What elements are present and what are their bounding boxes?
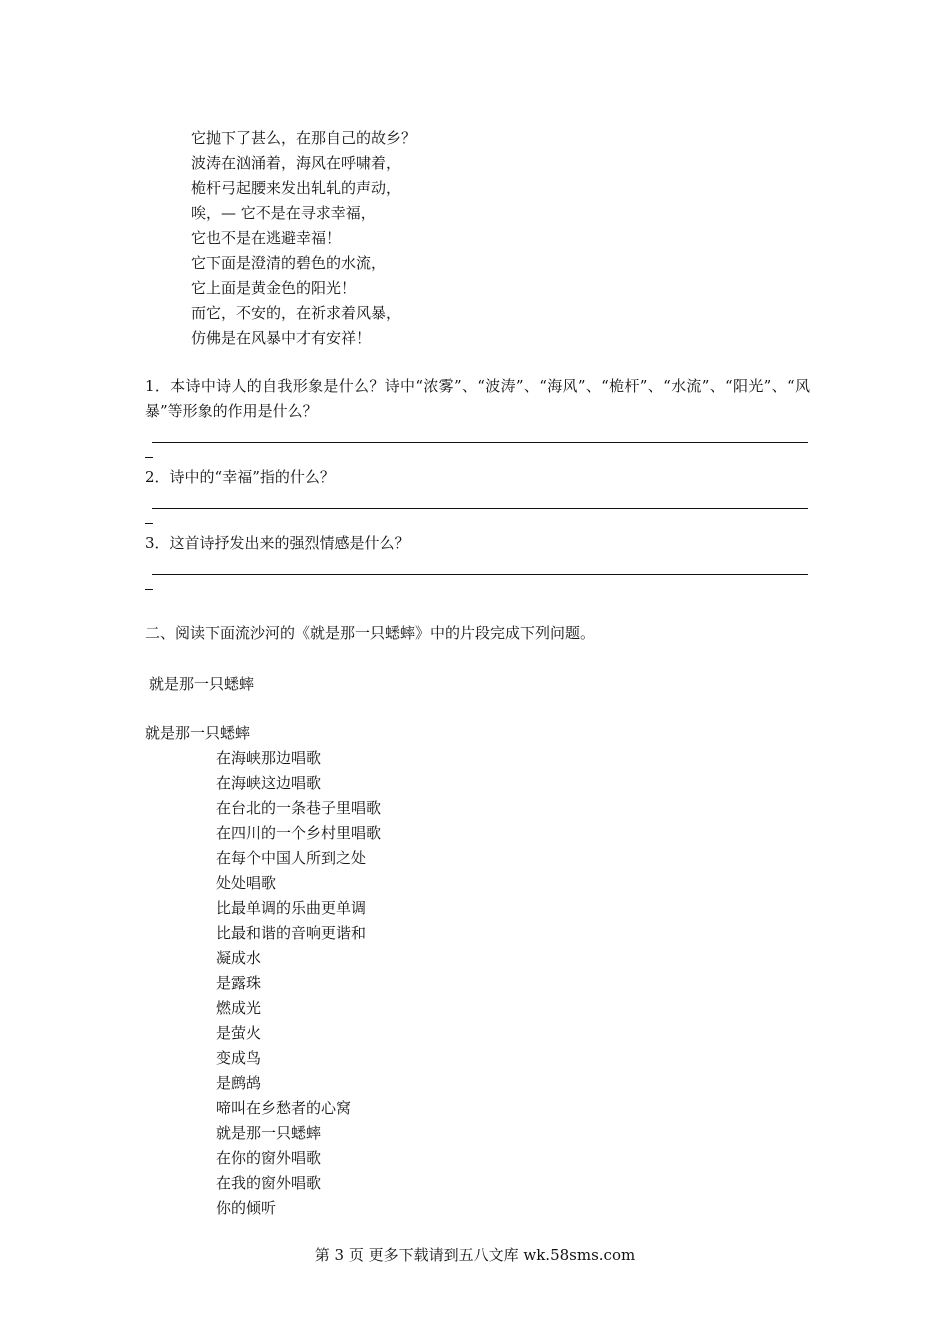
poem-line: 波涛在汹涌着，海风在呼啸着， (191, 154, 402, 172)
question-text: 3．这首诗抒发出来的强烈情感是什么？ (145, 534, 410, 552)
poem-line: 在海峡那边唱歌 (216, 749, 322, 767)
question-1 (145, 374, 810, 465)
poem-line: 就是那一只蟋蟀 (216, 1124, 322, 1142)
section-heading: 二、阅读下面流沙河的《就是那一只蟋蟀》中的片段完成下列问题。 (145, 624, 596, 642)
question-list (145, 374, 810, 597)
poem-line: 是露珠 (216, 974, 262, 992)
poem-line: 是鹧鸪 (216, 1074, 262, 1092)
question-2 (145, 465, 810, 531)
poem-excerpt-1 (191, 126, 416, 351)
poem-line: 在海峡这边唱歌 (216, 774, 322, 792)
poem-line: 在四川的一个乡村里唱歌 (216, 824, 382, 842)
poem-line: 在我的窗外唱歌 (216, 1174, 322, 1192)
answer-line-tail (145, 509, 810, 531)
poem-line: 处处唱歌 (216, 874, 277, 892)
poem-line: 它下面是澄清的碧色的水流， (191, 254, 387, 272)
answer-line-tail (145, 443, 810, 465)
poem-line: 比最单调的乐曲更单调 (216, 899, 367, 917)
poem-line: 变成鸟 (216, 1049, 262, 1067)
question-text: 2．诗中的“幸福”指的什么？ (145, 468, 335, 486)
poem-line: 它也不是在逃避幸福！ (191, 229, 342, 247)
poem-line: 它上面是黄金色的阳光！ (191, 279, 357, 297)
answer-line[interactable] (152, 490, 808, 509)
poem-line: 在台北的一条巷子里唱歌 (216, 799, 382, 817)
poem-line: 是萤火 (216, 1024, 262, 1042)
poem-line: 而它，不安的，在祈求着风暴， (191, 304, 402, 322)
poem-line: 燃成光 (216, 999, 262, 1017)
poem-line: 你的倾听 (216, 1199, 277, 1217)
poem-line: 比最和谐的音响更谐和 (216, 924, 367, 942)
poem-line: 啼叫在乡愁者的心窝 (216, 1099, 352, 1117)
page-footer: 第 3 页 更多下载请到五八文库 wk.58sms.com (314, 1246, 636, 1264)
poem-line: 在每个中国人所到之处 (216, 849, 367, 867)
poem-line: 桅杆弓起腰来发出轧轧的声动， (191, 179, 402, 197)
poem-title: 就是那一只蟋蟀 (149, 675, 255, 693)
poem-first-line: 就是那一只蟋蟀 (145, 724, 251, 742)
poem-line: 它抛下了甚么，在那自己的故乡？ (191, 129, 417, 147)
question-3 (145, 531, 810, 597)
poem-line: 在你的窗外唱歌 (216, 1149, 322, 1167)
answer-line[interactable] (152, 556, 808, 575)
answer-line-tail (145, 575, 810, 597)
question-text: 1．本诗中诗人的自我形象是什么？诗中“浓雾”、“波涛”、“海风”、“桅杆”、“水流”、“阳光”、“风暴”等形象的作用是什么？ (145, 377, 810, 420)
poem-line: 唉，— 它不是在寻求幸福， (191, 204, 376, 222)
poem-line: 凝成水 (216, 949, 262, 967)
poem-excerpt-2 (216, 746, 381, 1221)
poem-line: 仿佛是在风暴中才有安祥！ (191, 329, 372, 347)
answer-line[interactable] (152, 424, 808, 443)
